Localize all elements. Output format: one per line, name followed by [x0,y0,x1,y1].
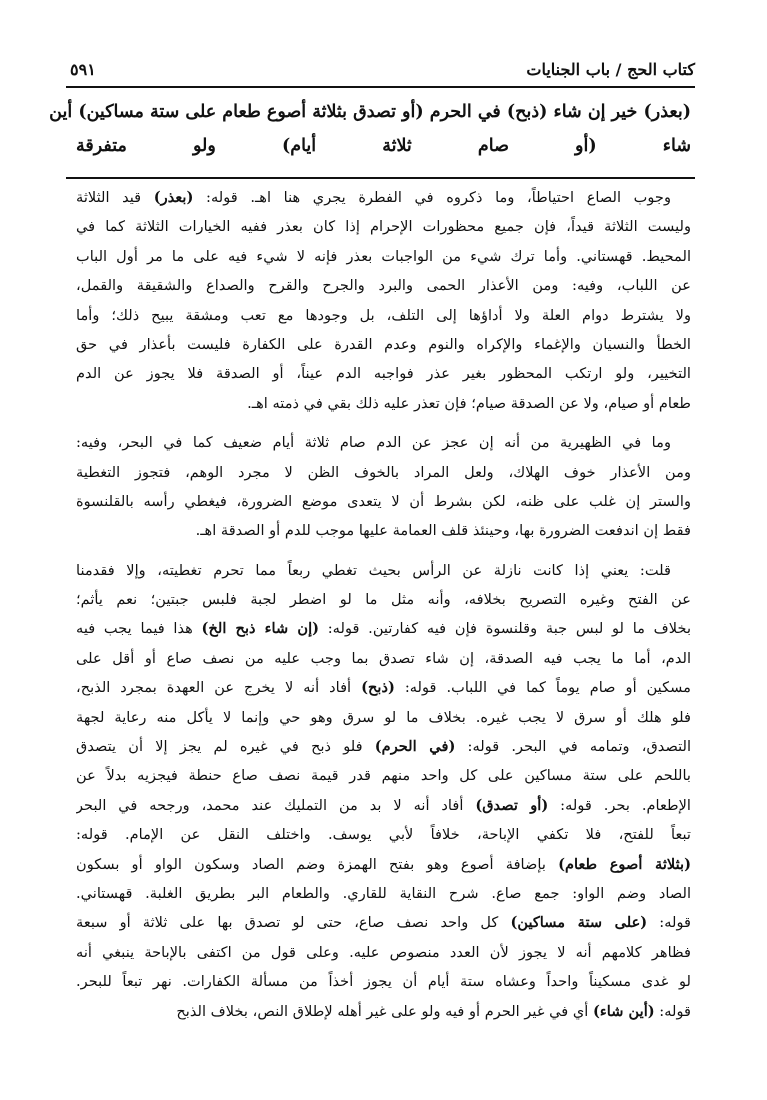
text-run: وجوب الصاع احتياطاً، وما ذكروه في الفطرة يجري هنا اهـ. قوله: [193,189,671,206]
text-run: والستر إن غلب على ظنه، لكن بشرط أن لا يتعدى موضع الضرورة، فيغطي رأسه بالقلنسوة [76,492,691,510]
text-run: التخيير، ولو ارتكب المحظور بغير عذر فواجبه الدم عيناً، أو الصدقة فلا يجوز عن الدم [76,365,691,383]
text-line [76,330,691,359]
page-number: ٥٩١ [70,60,96,79]
commentary-block [76,183,691,1026]
text-line [76,212,691,241]
text-line [76,938,691,967]
text-run: عن اللباب، وفيه: ومن الأعذار الحمى والبرد والجرح والقرح والصداع والشقيقة والقمل، [76,277,691,295]
text-line [76,761,691,790]
main-text-line [49,95,691,129]
quoted-matn-term: (بعذر) [153,189,194,206]
main-text-block [49,95,691,163]
text-line [76,850,691,879]
text-run: فظاهر كلامهم أنه لا يجوز لأن العدد منصوص عليه. وعلى قول من اكتفى بالإباحة ينبغي أنه [76,943,691,961]
main-text-run: في الحرم [423,102,501,122]
text-run: فلو هلك أو سرق لا يجب غيره. بخلاف ما لو سرق وهو حي وإنما لا يأكل منه رعاية لجهة [76,708,691,726]
text-run: وما في الظهيرية من أنه إن عجز عن الدم صام ثلاثة أيام ضعيف كما في البحر، وفيه: [76,434,671,452]
text-line [76,967,691,996]
chapter-title: كتاب الحج / باب الجنايات [526,60,695,79]
text-line [76,703,691,732]
main-text-run: شاء [596,136,691,156]
quoted-matn-term: (في الحرم) [374,738,456,756]
text-line [76,458,691,487]
quoted-matn-term: (إن شاء ذبح الخ) [201,620,320,638]
text-line [76,271,691,300]
text-run: قوله: [654,1002,691,1020]
text-line [76,997,691,1026]
text-line [76,879,691,908]
text-run: قلت: يعني إذا كانت نازلة عن الرأس بحيث تغطي ربعاً مما تحرم تغطيته، وإلا فقدمنا [76,561,671,579]
quoted-matn-term: (على ستة مساكين) [510,914,648,932]
text-run: ولا يشترط دوام العلة ولا أداؤها إلى التلف، بل وجودها مع تعب ومشقة يبيح ذلك؛ وأما [76,306,691,324]
quoted-matn-term: (أو تصدق) [475,796,549,814]
text-line [76,732,691,761]
text-line [76,359,691,388]
text-run: هذا فيما يجب فيه [76,620,202,638]
text-line [76,585,691,614]
text-line [76,820,691,849]
text-line [76,487,691,516]
text-line [76,644,691,673]
text-run: بخلاف ما لو لبس جبة وقلنسوة فإن فيه كفارتين. قوله: [319,620,691,638]
text-line [76,242,691,271]
text-line [76,516,691,545]
main-text-line [76,129,691,163]
main-text-emphasis: (أو صام ثلاثة أيام) [215,136,597,156]
text-run: باللحم على ستة مساكين على كل واحد منهم قدر قيمة نصف صاع حنطة فيجزيه بدلاً عن [76,767,691,785]
main-text-emphasis: (ذبح) [500,102,548,122]
main-text-emphasis: (أو تصدق بثلاثة أصوع طعام على ستة مساكين) [72,102,424,122]
main-text-run: أين [49,102,73,122]
text-line [76,614,691,643]
text-line [76,556,691,585]
text-run: لو غدى مسكيناً واحداً وعشاه ستة أيام أن يجوز أخذاً من مسألة الكفارات. نهر تبعاً للبحر. [76,973,691,991]
text-run: مسكين أو صام يوماً كما في اللباب. قوله: [394,679,691,697]
text-run: فلو ذبح في غيره لم يجز إلا أن يتصدق [76,738,375,756]
text-line [76,908,691,937]
text-run: وليست الثلاثة قيداً، فإن جميع محظورات الإحرام إذا كان بعذر ففيه الخيارات الثلاثة كما في [76,218,691,236]
text-run: الدم، أما ما يجب فيه الصدقة، إن شاء تصدق بما وجب عليه من نصف صاع أو أقل على [76,649,691,667]
main-text-run: ولو متفرقة [76,136,216,156]
text-run: قوله: [647,914,691,932]
text-run: قيد الثلاثة [76,189,154,206]
text-run: أفاد أنه لا بد من التمليك عند محمد، ورجحه في البحر [76,796,476,814]
text-line [76,301,691,330]
text-line [76,673,691,702]
text-run: كل واحد نصف صاع، حتى لو تصدق بها على ثلاثة أو سبعة [76,914,511,932]
text-run: الخطأ والنسيان والإغماء والإكراه والنوم وعدم القدرة على الكفارة فليست بأعذار في حق [76,335,691,353]
main-text-rule [66,177,695,179]
text-line [76,183,691,212]
text-run: عن الفتح وغيره التصريح بخلافه، وأنه مثل ما لو اضطر لجبة فلبس جبتين؛ نعم يأثم؛ [76,591,691,609]
text-run: أي في غير الحرم أو فيه ولو على غير أهله لإطلاق النص، بخلاف الذبح [176,1002,593,1020]
commentary-paragraph [76,428,691,546]
main-text-run: خير إن شاء [547,102,638,122]
text-run: الإطعام. بحر. قوله: [548,796,691,814]
text-run: بإضافة أصوع وهو بفتح الهمزة وضم الصاد وسكون الواو أو بسكون [76,855,559,873]
commentary-paragraph [76,183,691,418]
text-run: المحيط. قهستاني. وأما ترك شيء من الواجبات بعذر فإنه لا شيء فيه على ما مر أول الباب [76,247,691,265]
text-run: فقط إن اندفعت الضرورة بها، وحينئذ قلف العمامة عليها موجب للدم أو الصدقة اهـ. [195,522,691,540]
text-line [76,791,691,820]
text-line [76,428,691,457]
text-run: تبعاً للفتح، فلا تكفي الإباحة، خلافاً لأبي يوسف. واختلف النقل عن الإمام. قوله: [76,826,691,844]
main-text-emphasis: (بعذر) [637,102,691,122]
text-run: الصاد وضم الواو: جمع صاع. شرح النقاية للقاري. والطعام البر بطريق الغلبة. قهستاني. [76,884,691,902]
commentary-paragraph [76,556,691,1026]
text-run: طعام أو صيام، ولا عن الصدقة صيام؛ فإن تعذر عليه ذلك بقي في ذمته اهـ. [247,394,691,412]
quoted-matn-term: (أين شاء) [593,1002,655,1020]
text-run: ومن الأعذار خوف الهلاك، ولعل المراد بالخوف الظن لا مجرد الوهم، فتجوز التغطية [76,463,691,481]
quoted-matn-term: (ذبح) [361,679,395,697]
text-line [76,389,691,418]
header-rule [66,86,695,88]
text-run: التصدق، وتمامه في البحر. قوله: [455,738,691,756]
quoted-matn-term: (بثلاثة أصوع طعام) [558,855,691,873]
running-header [70,58,695,84]
text-run: أفاد أنه لا يخرج عن العهدة بمجرد الذبح، [76,679,362,697]
